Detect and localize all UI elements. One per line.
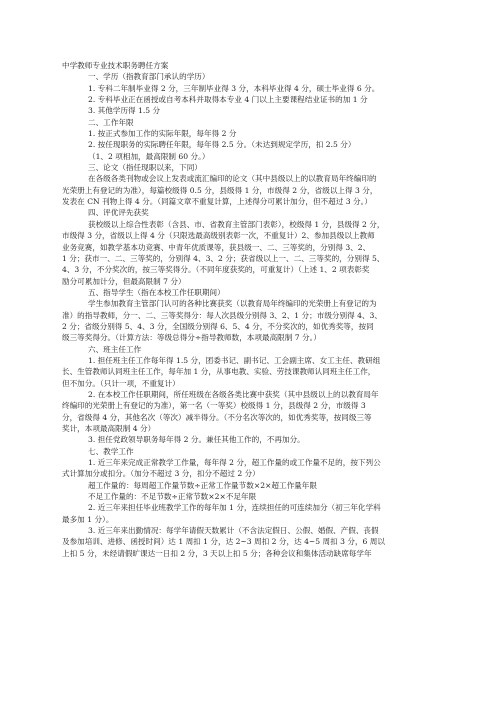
paragraph-line: 2. 近三年来担任毕业班教学工作的每年加 1 分，连续担任的可连续加分（初三年化学科 — [88, 503, 381, 513]
paragraph-line: 业务竞赛，如教学基本功竞赛、中青年优质课等，获县级一、二、三等奖的，分别得 3、2、 — [62, 242, 371, 252]
paragraph-line: 不足工作量的：不足节数÷正常节数×2×不足年限 — [88, 492, 257, 502]
paragraph-line: 及参加培训、进修、函授时间）达 1 周扣 1 分，达 2~3 周扣 2 分，达 4~5 周扣 3 分，6 周以 — [62, 537, 385, 547]
paragraph-line: 励分可累加计分，但最高限制 7 分） — [62, 276, 186, 286]
paragraph-line: （1、2 项相加，最高限制 60 分。） — [88, 151, 210, 161]
paragraph-line: 2. 按任现职务的实际聘任年限，每年得 2.5 分。（未达到规定学历，扣 2.5 分） — [88, 140, 356, 150]
section-heading: 六、班主任工作 — [88, 344, 142, 354]
paragraph-line: 发表在 CN 刊物上得 4 分。（同篇文章不重复计算，上述得分可累计加分，但不超过 3 分。） — [62, 197, 372, 207]
section-heading: 三、论文（指任现职以来，下同） — [88, 163, 202, 173]
paragraph-line: 1. 按正式参加工作的实际年限，每年得 2 分 — [88, 129, 237, 139]
document-body — [62, 71, 440, 559]
paragraph-line: 上扣 5 分，未经请假旷课达一日扣 2 分，3 天以上扣 5 分；各种会议和集体活动缺席每学年 — [62, 548, 372, 558]
paragraph-line: 市级得 3 分，省级以上得 4 分（只限选最高级别表彰一次，不重复计）2、参加县级以上教师 — [62, 231, 375, 241]
paragraph-line: 2 分；省级分别得 5、4、3 分，全国级分别得 6、5、4 分，不分奖次的，如优秀奖等，按同 — [62, 321, 374, 331]
paragraph-line: 长、生管教师认同班主任工作，每年加 1 分，从事电教、实验、劳技课教师认同班主任工作， — [62, 367, 376, 377]
paragraph-line: 奖计，本项最高限制 4 分） — [62, 424, 156, 433]
paragraph-line: 但不加分。（只计一项，不重复计） — [62, 378, 180, 388]
section-heading: 七、教学工作 — [88, 446, 134, 456]
paragraph-line: 学生参加教育主管部门认可的各种比赛获奖（以教育局年终编印的光荣册上有登记的为 — [88, 299, 377, 309]
paragraph-line: 2. 专科毕业正在函授或自考本科并取得本专业 4 门以上主要课程结业证书的加 1 分 — [88, 95, 368, 105]
paragraph-line: 光荣册上有登记的为准），每篇校级得 0.5 分，县级得 1 分，市级得 2 分，省级以上得 3 分， — [62, 185, 378, 195]
paragraph-line: 1. 专科二年制毕业得 2 分，三年制毕业得 3 分，本科毕业得 4 分，硕士毕业得 6 分。 — [88, 83, 380, 93]
section-heading: 一、学历（指教育部门承认的学历） — [88, 72, 210, 82]
paragraph-line: 1. 担任班主任工作每年得 1.5 分，团委书记、副书记、工会副主席、女工主任、教研组 — [88, 355, 381, 365]
paragraph-line: 3. 近三年来出勤情况：每学年请假天数累计（不含法定假日、公假、婚假、产假、丧假 — [88, 526, 379, 536]
section-heading: 二、工作年限 — [88, 117, 134, 127]
paragraph-line: 在各级各类刊物或会议上发表或流汇编印的论文（其中县级以上的以教育局年终编印的 — [88, 174, 377, 184]
paragraph-line: 3. 担任党政领导职务每年得 2 分。兼任其他工作的，不再加分。 — [88, 435, 305, 445]
paragraph-line: 分，省级得 4 分，其他名次（等次）减半得分。（不分名次等次的，如优秀奖等，按同级三等 — [62, 412, 372, 422]
section-heading: 四、评优评先获奖 — [88, 208, 149, 218]
paragraph-line: 式计算加分或扣分。（加分不超过 3 分，扣分不超过 2 分） — [62, 469, 260, 479]
paragraph-line: 1 分；获市一、二、三等奖的，分别得 4、3、2 分；获省级以上一、二、三等奖的，分别得 5、 — [62, 253, 385, 263]
paragraph-line: 终编印的光荣册上有登记的为准），第一名（一等奖）校级得 1 分，县级得 2 分，市级得 3 — [62, 401, 366, 411]
paragraph-line: 3. 其他学历得 1.5 分 — [88, 106, 161, 116]
paragraph-line: 获校级以上综合性表彰（含县、市、省教育主管部门表彰），校级得 1 分，县级得 2 分， — [88, 219, 385, 229]
paragraph-line: 级三等奖得分。（计算方法：等级总得分÷指导教师数，本项最高限制 7 分。） — [62, 333, 322, 343]
section-heading: 五、指导学生（指在本校工作任职期间） — [88, 287, 225, 297]
paragraph-line: 2. 在本校工作任职期间，所任班级在各级各类比赛中获奖（其中县级以上的以教育局年 — [88, 389, 379, 399]
paragraph-line: 超工作量的：每周超工作量节数÷正常工作量节数×2×超工作量年限 — [88, 480, 317, 490]
paragraph-line: 4、3 分，不分奖次的，按三等奖得分。（不同年度获奖的，可重复计）（上述 1、2 项表彰奖 — [62, 265, 370, 275]
document-title: 中学教师专业技术职务聘任方案 — [62, 61, 169, 70]
paragraph-line: 1. 近三年来完成正常教学工作量，每年得 2 分，超工作量的或工作量不足的，按下列公 — [88, 458, 381, 468]
paragraph-line: 最多加 1 分）。 — [62, 514, 114, 524]
paragraph-line: 准）的指导教师，分一、二、三等奖得分：每人次县级分别得 3、2、1 分；市级分别得 4、3、 — [62, 310, 382, 320]
